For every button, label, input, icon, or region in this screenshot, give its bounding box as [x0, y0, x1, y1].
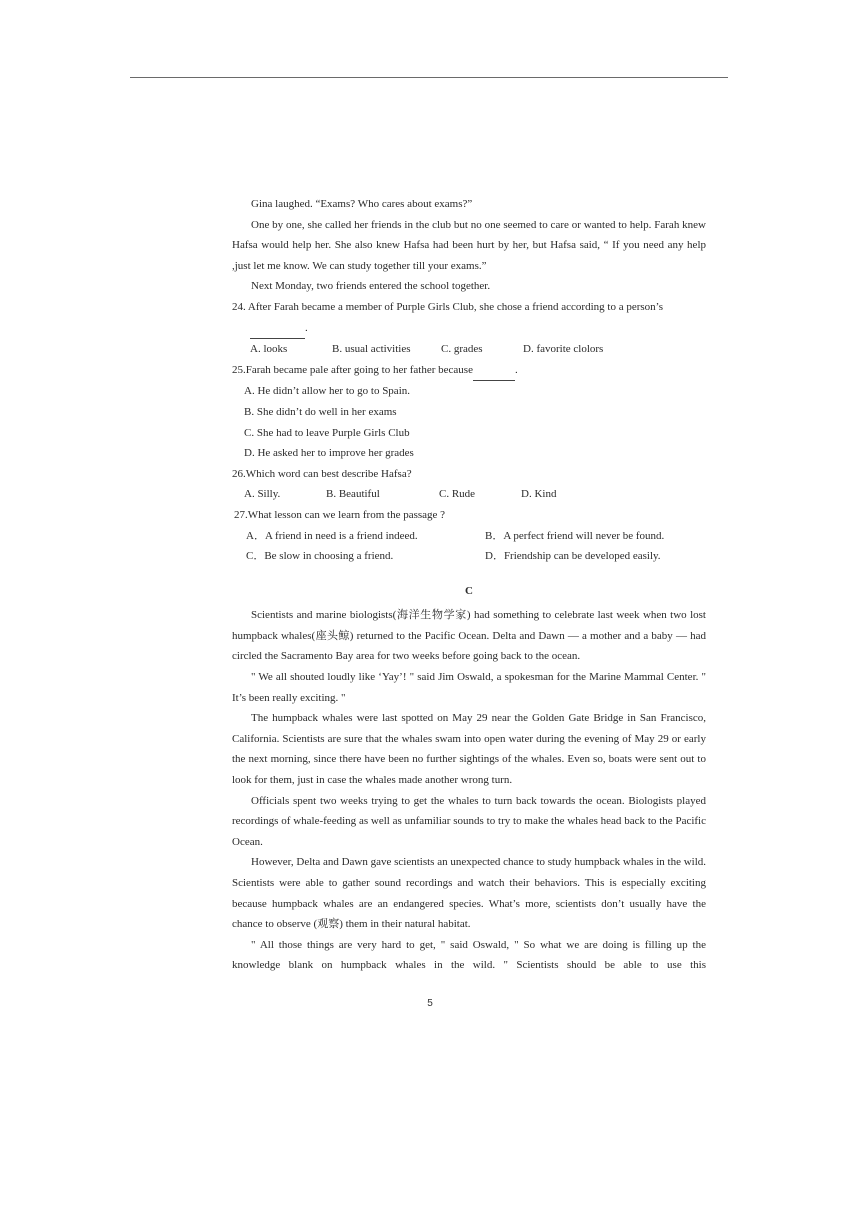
option-d: D. favorite clolors — [523, 343, 604, 356]
header-rule — [130, 77, 728, 78]
question-24 — [232, 297, 706, 360]
option-a: A．A friend in need is a friend indeed. — [246, 529, 418, 542]
option-c: C. She had to leave Purple Girls Club — [244, 426, 410, 439]
passage-paragraph: Next Monday, two friends entered the school together. — [251, 280, 491, 293]
passage-paragraph: " We all shouted loudly like ‘Yay’! " said Jim Oswald, a spokesman for the Marine Mammal Center. " It’s been really exciting. " — [232, 671, 706, 704]
option-b: B. Beautiful — [326, 488, 380, 501]
page-content — [232, 194, 706, 976]
answer-blank-line: . — [232, 318, 706, 340]
passage-paragraph: Officials spent two weeks trying to get the whales to turn back towards the ocean. Biologists played recordings of whale-feeding as well as unfamiliar sounds to try to make the whales head back to the Pacific Ocean. — [232, 794, 706, 848]
section-heading: C — [465, 584, 473, 597]
option-d: D. He asked her to improve her grades — [244, 447, 414, 460]
passage-paragraph: The humpback whales were last spotted on May 29 near the Golden Gate Bridge in San Francisco, California. Scientists are sure that the whales swam into open water during the evening of May 29 or early the next morning, since there have been no further sightings of the whales. Even so, boats were sent out to look for them, just in case the whales made another wrong turn. — [232, 712, 706, 787]
option-b: B. She didn’t do well in her exams — [244, 405, 397, 418]
passage-paragraph: " All those things are very hard to get, " said Oswald, " So what we are doing is filling up the knowledge blank on humpback whales in the wild. " Scientists should be able to use this — [232, 938, 706, 972]
passage-paragraph: However, Delta and Dawn gave scientists an unexpected chance to study humpback whales in the wild. Scientists were able to gather sound recordings and watch their behaviors. This is especially exciting because humpback whales are an endangered species. What’s more, scientists don’t usually have the chance to observe (观察) them in their natural habitat. — [232, 856, 707, 931]
question-stem: 26.Which word can best describe Hafsa? — [232, 467, 412, 480]
question-stem: 27.What lesson can we learn from the passage ? — [234, 508, 446, 521]
option-c: C．Be slow in choosing a friend. — [246, 550, 394, 563]
question-stem: 24. After Farah became a member of Purple Girls Club, she chose a friend according to a person’s — [232, 300, 664, 313]
option-d: D．Friendship can be developed easily. — [485, 550, 661, 563]
option-d: D. Kind — [521, 488, 557, 501]
option-b: B. usual activities — [332, 343, 411, 356]
options-row — [232, 484, 706, 505]
question-27 — [232, 505, 706, 567]
option-a: A. He didn’t allow her to go to Spain. — [244, 385, 410, 398]
passage-paragraph: One by one, she called her friends in the club but no one seemed to care or wanted to help. Farah knew Hafsa would help her. She also knew Hafsa had been hurt by her, but Hafsa said, “ If you need any help ,just let me know. We can study together till your exams.” — [232, 218, 706, 272]
passage-paragraph: Gina laughed. “Exams? Who cares about exams?” — [251, 198, 473, 210]
answer-blank — [473, 360, 515, 382]
question-26 — [232, 464, 706, 505]
option-a: A. looks — [250, 343, 288, 356]
answer-blank — [250, 318, 305, 340]
question-25 — [232, 360, 706, 464]
question-stem: 25.Farah became pale after going to her father because . — [232, 360, 706, 382]
option-a: A. Silly. — [244, 488, 281, 501]
passage-paragraph: Scientists and marine biologists(海洋生物学家) had something to celebrate last week when two lost humpback whales(座头鲸) returned to the Pacific Ocean. Delta and Dawn — a mother and a baby — had circled the Sacramento Bay area for two weeks before going back to the ocean. — [232, 609, 706, 663]
options-row — [232, 546, 706, 567]
option-b: B．A perfect friend will never be found. — [485, 529, 665, 542]
options-row — [232, 339, 706, 360]
option-c: C. Rude — [439, 488, 476, 501]
options-row — [232, 526, 706, 547]
page-number: 5 — [427, 998, 433, 1009]
option-c: C. grades — [441, 343, 483, 356]
